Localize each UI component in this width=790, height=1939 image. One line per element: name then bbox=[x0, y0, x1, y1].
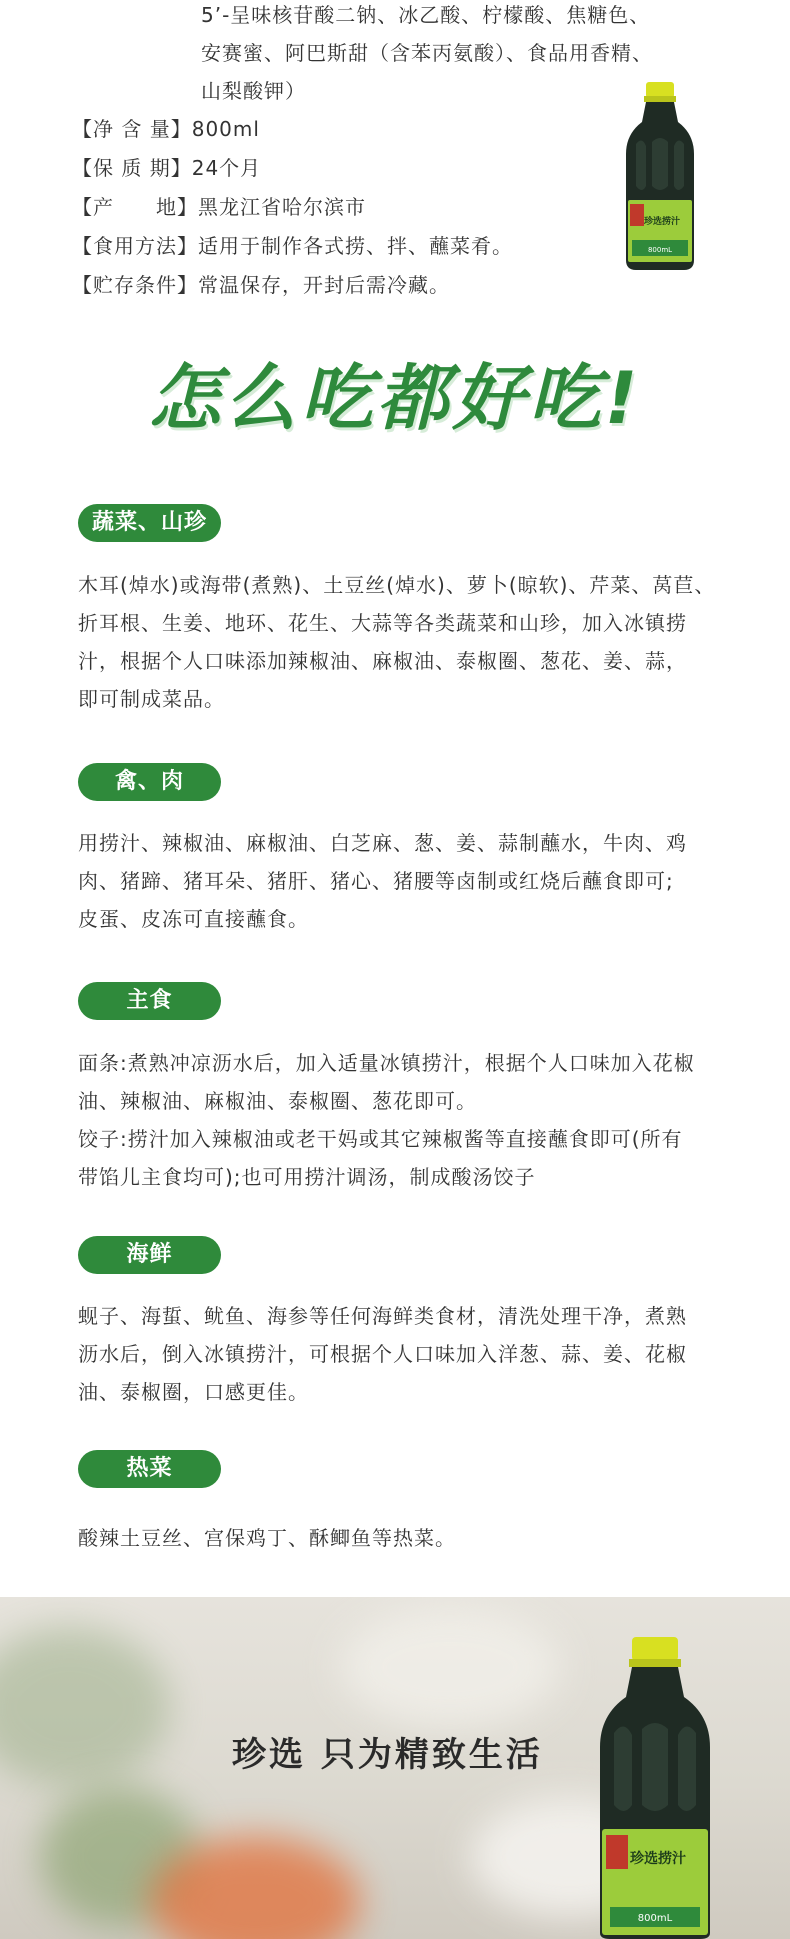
headline-title: 怎么吃都好吃! bbox=[148, 356, 642, 440]
spec-label: 【贮存条件】 bbox=[72, 273, 198, 297]
section-text-staple bbox=[78, 1044, 718, 1196]
section-tag-meat: 禽、肉 bbox=[78, 763, 221, 801]
spec-label: 【净 含 量】 bbox=[72, 117, 192, 141]
bottle-label-text: 珍选捞汁 bbox=[630, 1851, 686, 1867]
spec-value: 800ml bbox=[191, 117, 260, 141]
text-line: 沥水后，倒入冰镇捞汁，可根据个人口味加入洋葱、蒜、姜、花椒 bbox=[78, 1342, 687, 1366]
spec-label: 【产 地】 bbox=[72, 195, 198, 219]
section-text-vegetables bbox=[78, 566, 718, 718]
text-line: 肉、猪蹄、猪耳朵、猪肝、猪心、猪腰等卤制或红烧后蘸食即可; bbox=[78, 869, 674, 893]
bottle-volume-text: 800mL bbox=[637, 1913, 673, 1924]
spec-label: 【保 质 期】 bbox=[72, 156, 192, 180]
text-line: 用捞汁、辣椒油、麻椒油、白芝麻、葱、姜、蒜制蘸水，牛肉、鸡 bbox=[78, 831, 687, 855]
spec-row-origin bbox=[72, 188, 366, 226]
text-line: 蚬子、海蜇、鱿鱼、海参等任何海鲜类食材，清洗处理干净，煮熟 bbox=[78, 1304, 687, 1328]
section-tag-staple: 主食 bbox=[78, 982, 221, 1020]
spec-value: 适用于制作各式捞、拌、蘸菜肴。 bbox=[198, 234, 513, 258]
product-bottle-image bbox=[622, 82, 698, 272]
ingredients-line: 安赛蜜、阿巴斯甜（含苯丙氨酸）、食品用香精、 bbox=[201, 41, 653, 65]
ingredients-line: 山梨酸钾） bbox=[201, 79, 306, 103]
section-tag-hot-dishes: 热菜 bbox=[78, 1450, 221, 1488]
banner-slogan: 珍选 只为精致生活 bbox=[232, 1735, 543, 1775]
text-line: 木耳(焯水)或海带(煮熟)、土豆丝(焯水)、萝卜(晾软)、芹菜、莴苣、 bbox=[78, 573, 716, 597]
text-line: 即可制成菜品。 bbox=[78, 687, 225, 711]
spec-row-storage bbox=[72, 266, 450, 304]
section-text-seafood bbox=[78, 1297, 718, 1411]
text-line: 油、泰椒圈，口感更佳。 bbox=[78, 1380, 309, 1404]
section-tag-vegetables: 蔬菜、山珍 bbox=[78, 504, 221, 542]
ingredients-line: 5’-呈味核苷酸二钠、冰乙酸、柠檬酸、焦糖色、 bbox=[201, 3, 651, 27]
section-text-meat bbox=[78, 824, 718, 938]
spec-value: 24个月 bbox=[191, 156, 262, 180]
product-spec-block bbox=[0, 0, 790, 305]
text-line: 油、辣椒油、麻椒油、泰椒圈、葱花即可。 bbox=[78, 1089, 477, 1113]
bottle-volume-text: 800mL bbox=[647, 246, 673, 254]
bottom-banner bbox=[0, 1597, 790, 1939]
background-blur bbox=[340, 1607, 560, 1727]
spec-row-net-content bbox=[72, 110, 260, 148]
spec-value: 黑龙江省哈尔滨市 bbox=[198, 195, 366, 219]
spec-value: 常温保存，开封后需冷藏。 bbox=[198, 273, 450, 297]
text-line: 皮蛋、皮冻可直接蘸食。 bbox=[78, 907, 309, 931]
spec-label: 【食用方法】 bbox=[72, 234, 198, 258]
product-bottle-image bbox=[596, 1637, 714, 1939]
section-text-hot-dishes bbox=[78, 1519, 718, 1557]
background-blur bbox=[0, 1627, 170, 1787]
text-line: 饺子:捞汁加入辣椒油或老干妈或其它辣椒酱等直接蘸食即可(所有 bbox=[78, 1127, 683, 1151]
bottle-label-text: 珍选捞汁 bbox=[643, 217, 681, 227]
text-line: 面条:煮熟冲凉沥水后，加入适量冰镇捞汁，根据个人口味加入花椒 bbox=[78, 1051, 695, 1075]
spec-row-shelf-life bbox=[72, 149, 261, 187]
text-line: 酸辣土豆丝、宫保鸡丁、酥鲫鱼等热菜。 bbox=[78, 1526, 456, 1550]
text-line: 带馅儿主食均可);也可用捞汁调汤，制成酸汤饺子 bbox=[78, 1165, 536, 1189]
text-line: 汁，根据个人口味添加辣椒油、麻椒油、泰椒圈、葱花、姜、蒜， bbox=[78, 649, 687, 673]
text-line: 折耳根、生姜、地环、花生、大蒜等各类蔬菜和山珍，加入冰镇捞 bbox=[78, 611, 687, 635]
spec-row-usage bbox=[72, 227, 513, 265]
section-tag-seafood: 海鲜 bbox=[78, 1236, 221, 1274]
